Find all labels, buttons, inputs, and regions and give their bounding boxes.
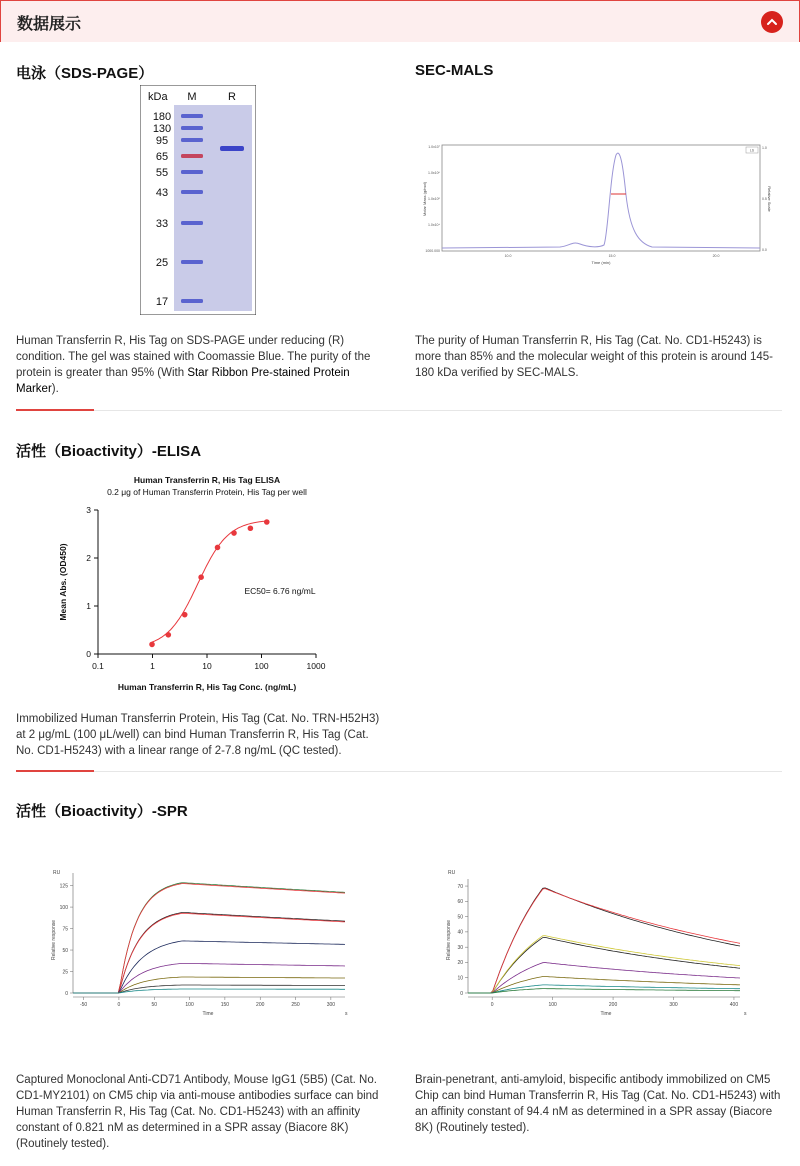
- elisa-data-point: [198, 574, 204, 580]
- gel-marker-label: 25: [155, 257, 169, 269]
- section-divider: [16, 410, 782, 411]
- secmals-ylabel-right: Relative Scale: [767, 186, 772, 212]
- spr-left-x-tick-label: 200: [256, 1002, 265, 1008]
- secmals-ytick: 1.0x10⁷: [428, 145, 440, 149]
- elisa-data-point: [248, 525, 254, 531]
- header-title: 数据展示: [17, 16, 82, 33]
- spr-left-x-tick-label: 300: [326, 1002, 336, 1008]
- gel-marker-label: 180: [152, 111, 172, 123]
- secmals-rtick: 1.0: [762, 146, 767, 150]
- spr-right-chart: [440, 865, 750, 1025]
- spr-left-y-tick-label: 100: [59, 904, 68, 911]
- elisa-x-tick-label: 0.1: [92, 661, 104, 671]
- elisa-x-tick-label: 100: [254, 661, 269, 671]
- spr-right-y-tick-label: 70: [457, 883, 463, 890]
- spr-left-y-tick-label: 125: [59, 883, 68, 890]
- elisa-chart: [50, 472, 350, 703]
- spr-right-ylabel: Relative response: [446, 919, 452, 961]
- spr-right-sensorgram: [468, 889, 740, 993]
- spr-right-x-tick-label: 300: [669, 1002, 678, 1008]
- sec-mals-title: SEC-MALS: [415, 62, 494, 79]
- marker-link[interactable]: Star Ribbon Pre-stained Protein Marker: [16, 367, 350, 395]
- elisa-data-point: [182, 612, 188, 618]
- spr-right-unit: RU: [448, 870, 456, 876]
- spr-left-x-tick-label: 0: [117, 1002, 121, 1008]
- spr-left-sensorgram: [73, 883, 345, 993]
- gel-marker-band: [181, 260, 203, 264]
- spr-left-y-tick-label: 75: [62, 926, 68, 933]
- secmals-ytick: 1.0x10⁴: [427, 223, 440, 227]
- secmals-ytick: 1.0x10⁵: [428, 197, 440, 201]
- elisa-data-point: [166, 632, 172, 638]
- gel-marker-label: 43: [155, 187, 169, 199]
- elisa-fit-curve: [152, 521, 267, 642]
- gel-marker-band: [181, 299, 203, 303]
- spr-right-y-tick-label: 50: [457, 914, 463, 921]
- gel-marker-band: [181, 190, 203, 194]
- spr-left-sensorgram: [73, 913, 345, 993]
- gel-lane-r-label: R: [228, 91, 236, 103]
- gel-marker-band: [181, 221, 203, 225]
- elisa-data-point: [149, 642, 155, 648]
- spr-left-caption: Captured Monoclonal Anti-CD71 Antibody, Mouse IgG1 (5B5) (Cat. No. CD1-MY2101) on CM5 chip via anti-mouse antibodies surface can bind Human Transferrin R, His Tag (Cat. No. CD1-H5243) with an affinity constant of 0.821 nM as determined in a SPR assay (Biacore 8K) (Routinely tested).: [16, 1074, 379, 1150]
- spr-left-sensorgram: [73, 884, 345, 993]
- spr-right-x-tick-label: 200: [608, 1002, 618, 1008]
- spr-right-sensorgram: [468, 937, 740, 993]
- elisa-y-tick-label: 2: [86, 553, 91, 563]
- spr-left-unit: RU: [53, 870, 61, 876]
- spr-right-caption: Brain-penetrant, anti-amyloid, bispecific antibody immobilized on CM5 Chip can bind Human Transferrin R, His Tag (Cat. No. CD1-H5243) with an affinity constant of 94.4 nM as determined in a SPR assay (Biacore 8K) (Routinely tested).: [415, 1074, 781, 1134]
- section-divider: [16, 771, 782, 772]
- gel-lane-m-label: M: [187, 91, 197, 103]
- secmals-xlabel: Time (min): [591, 260, 611, 265]
- spr-right-xunit: s: [744, 1011, 747, 1017]
- spr-left-sensorgram: [73, 963, 345, 993]
- spr-right-x-tick-label: 100: [548, 1002, 557, 1008]
- data-display-header: [0, 0, 800, 42]
- elisa-ec50-annotation: EC50= 6.76 ng/mL: [244, 586, 316, 596]
- sec-mals-chart: [420, 135, 772, 270]
- sds-caption-text: Human Transferrin R, His Tag on SDS-PAGE under reducing (R) condition. The gel was stained with Coomassie Blue. The purity of the protein is greater than 95% (With: [16, 335, 371, 379]
- gel-marker-band: [181, 114, 203, 118]
- gel-marker-label: 65: [155, 151, 169, 163]
- spr-right-y-tick-label: 10: [457, 975, 463, 982]
- elisa-data-point: [264, 519, 270, 525]
- sds-page-title: 电泳（SDS-PAGE）: [16, 65, 154, 82]
- gel-marker-band: [181, 170, 203, 174]
- spr-left-xunit: s: [345, 1011, 348, 1017]
- spr-left-x-tick-label: 50: [151, 1002, 158, 1008]
- elisa-x-tick-label: 1: [150, 661, 155, 671]
- elisa-y-tick-label: 0: [86, 649, 91, 659]
- spr-right-sensorgram: [468, 936, 740, 993]
- gel-marker-band: [181, 138, 203, 142]
- secmals-trace: [442, 153, 760, 248]
- spr-right-y-tick-label: 40: [457, 929, 463, 936]
- spr-right-x-tick-label: 400: [729, 1002, 739, 1008]
- spr-right-y-tick-label: 0: [460, 990, 463, 997]
- secmals-legend: LS: [749, 148, 755, 153]
- elisa-data-point: [231, 530, 237, 536]
- spr-left-x-tick-label: 250: [291, 1002, 300, 1008]
- elisa-chart-title: Human Transferrin R, His Tag ELISA: [133, 475, 281, 485]
- spr-left-chart: [45, 865, 355, 1025]
- spr-right-y-tick-label: 60: [457, 899, 463, 906]
- spr-left-y-tick-label: 50: [62, 947, 68, 954]
- spr-right-y-tick-label: 30: [457, 944, 463, 951]
- spr-right-sensorgram: [468, 888, 740, 993]
- gel-marker-label: 95: [155, 135, 169, 147]
- sample-band: [220, 146, 244, 151]
- spr-left-x-tick-label: -50: [79, 1002, 88, 1008]
- sds-page-caption: [16, 333, 376, 397]
- secmals-rtick: 0.0: [762, 248, 767, 252]
- elisa-caption: Immobilized Human Transferrin Protein, His Tag (Cat. No. TRN-H52H3) at 2 μg/mL (100 μL/well) can bind Human Transferrin R, His Tag (Cat. No. CD1-H5243) with a linear range of 2-7.8 ng/mL (QC tested).: [16, 713, 380, 757]
- spr-left-sensorgram: [73, 913, 345, 994]
- spr-left-sensorgram: [73, 989, 345, 993]
- elisa-xlabel: Human Transferrin R, His Tag Conc. (ng/mL): [117, 682, 297, 692]
- gel-kda-label: kDa: [148, 91, 168, 103]
- elisa-title: 活性（Bioactivity）-ELISA: [16, 443, 202, 460]
- elisa-x-tick-label: 1000: [306, 661, 326, 671]
- sec-mals-caption: The purity of Human Transferrin R, His Tag (Cat. No. CD1-H5243) is more than 85% and the molecular weight of this protein is around 145-180 kDa verified by SEC-MALS.: [415, 335, 773, 379]
- gel-marker-label: 55: [155, 167, 169, 179]
- gel-marker-label: 33: [155, 218, 169, 230]
- secmals-xtick: 10.0: [504, 254, 512, 258]
- gel-marker-band: [181, 126, 203, 130]
- secmals-ylabel-left: Molar Mass (g/mol): [422, 181, 427, 217]
- spr-left-x-tick-label: 150: [220, 1002, 230, 1008]
- secmals-rtick: 0.5: [762, 197, 767, 201]
- spr-right-xlabel: Time: [600, 1011, 612, 1017]
- spr-left-y-tick-label: 0: [65, 990, 68, 997]
- spr-left-y-tick-label: 25: [62, 969, 68, 976]
- gel-marker-band: [181, 154, 203, 158]
- elisa-x-tick-label: 10: [202, 661, 212, 671]
- gel-marker-label: 17: [155, 296, 169, 308]
- chevron-up-icon: [766, 16, 778, 28]
- spr-right-x-tick-label: 0: [490, 1002, 494, 1008]
- sds-page-gel: [140, 85, 256, 320]
- secmals-ytick: 1.0x10⁶: [428, 171, 440, 175]
- elisa-chart-subtitle: 0.2 μg of Human Transferrin Protein, His Tag per well: [107, 487, 307, 497]
- elisa-ylabel: Mean Abs. (OD450): [58, 543, 68, 621]
- spr-right-y-tick-label: 20: [457, 960, 463, 967]
- secmals-xtick: 20.0: [712, 254, 720, 258]
- collapse-button[interactable]: [761, 11, 783, 33]
- secmals-xtick: 15.0: [608, 254, 616, 258]
- spr-left-xlabel: Time: [202, 1011, 214, 1017]
- elisa-data-point: [215, 545, 221, 551]
- sds-caption-end: ).: [51, 383, 59, 395]
- elisa-y-tick-label: 3: [86, 505, 91, 515]
- elisa-y-tick-label: 1: [86, 601, 91, 611]
- spr-left-x-tick-label: 100: [185, 1002, 194, 1008]
- spr-title: 活性（Bioactivity）-SPR: [16, 803, 188, 820]
- spr-left-ylabel: Relative response: [51, 919, 57, 961]
- secmals-ytick: 1000.000: [425, 249, 440, 253]
- gel-marker-label: 130: [152, 123, 172, 135]
